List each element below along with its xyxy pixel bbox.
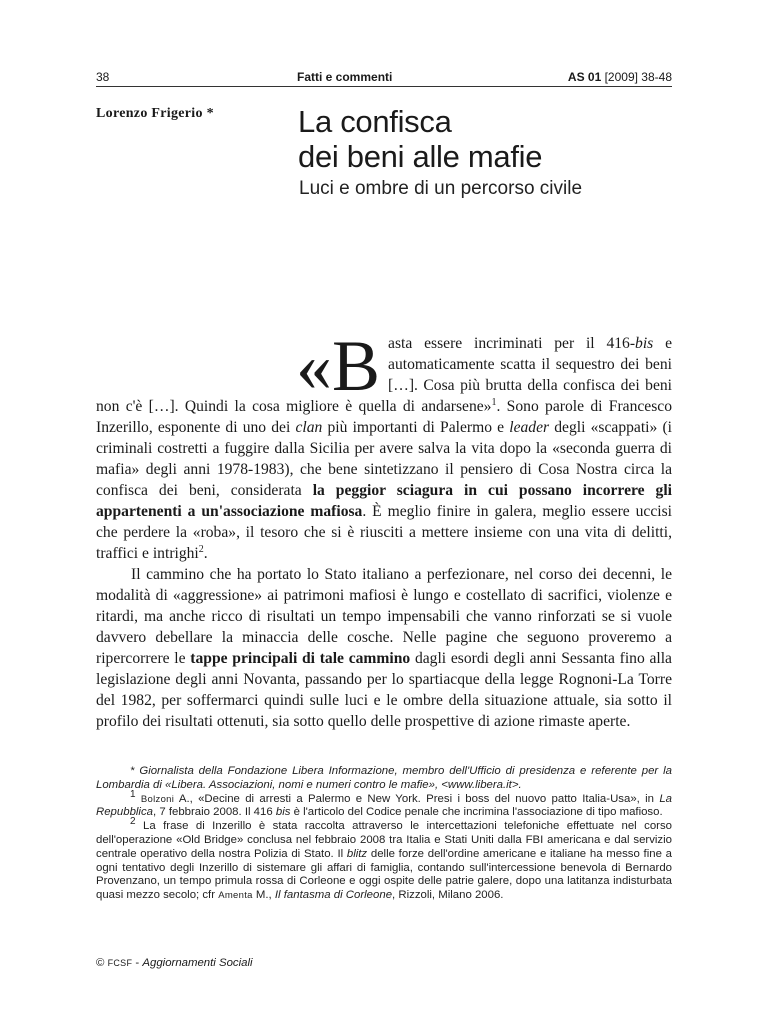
page-footer bbox=[96, 957, 253, 969]
text-run: Il cammino che ha portato lo Stato italiano a perfezionare, nel corso dei decenni, le modalità di «aggressione» ai patrimoni mafiosi è lungo e costellato di sacrifici, violenze e ritardi, ma anche ricco di risultati un tempo impensabili che vanno rinforzati se si vuole davvero debellare la minaccia delle cosche. Nelle pagine che seguono proveremo a ripercorrere le bbox=[96, 566, 672, 667]
author-name: Lorenzo Frigerio * bbox=[96, 106, 214, 121]
text-run: asta essere incriminati per il 416- bbox=[388, 335, 636, 352]
copyright-symbol: © bbox=[96, 957, 108, 969]
italic-run: Il fantasma di Corleone bbox=[274, 889, 393, 902]
italic-run: clan bbox=[295, 419, 323, 436]
section-name: Fatti e commenti bbox=[297, 70, 393, 84]
footnote-1 bbox=[96, 788, 672, 821]
article-title bbox=[298, 104, 542, 174]
text-run: . bbox=[203, 545, 208, 562]
paragraph-2 bbox=[96, 564, 672, 732]
footer-publication: Aggiornamenti Sociali bbox=[142, 957, 253, 969]
text-run: La frase di Inzerillo è stata raccolta attraverso le intercettazioni telefoniche effettuate nel corso dell'operazione «Old Bridge» conclusa nel febbraio 2008 tra Italia e Stati Uniti dalla FBI americana e dal servizio centrale operativo della nostra Polizia di Stato. Il bbox=[96, 820, 672, 860]
italic-run: La Repubblica bbox=[96, 792, 672, 819]
footer-org: FCSF bbox=[107, 958, 133, 968]
bold-run: tappe principali di tale cammino bbox=[190, 650, 411, 667]
text-run: , Rizzoli, Milano 2006. bbox=[392, 889, 504, 902]
text-run: A., «Decine di arresti a Palermo e New York. Presi i boss del nuovo patto Italia-Usa», in bbox=[174, 792, 660, 805]
header-rule bbox=[96, 86, 672, 87]
cited-author: Bolzoni bbox=[140, 793, 175, 805]
text-run: delle forze dell'ordine americane e italiane ha messo fine a ogni tentativo degli Inzerillo di sistemare gli affari di famiglia, contando sull'intercessione benevola di Bernardo Provenzano, un tempo primula rossa di Corleone e oggi ospite delle patrie galere, dopo una latitanza indisturbata quasi mezzo secolo; cfr bbox=[96, 847, 672, 902]
article-subtitle: Luci e ombre di un percorso civile bbox=[299, 178, 583, 199]
footnote-author bbox=[96, 765, 672, 793]
title-line-2: dei beni alle mafie bbox=[298, 139, 543, 174]
text-run: e automaticamente scatta il sequestro dei beni […]. Cosa più brutta della confisca dei beni non c'è […]. Quindi la cosa migliore è quella di andarsene» bbox=[96, 335, 672, 415]
text-run: degli «scappati» (i criminali costretti a fuggire dalla Sicilia per avere salva la vita dopo la «seconda guerra di mafia» degli anni 1978-1983), che bene sintetizzano il pensiero di Cosa Nostra circa la confisca dei beni, considerata bbox=[96, 419, 672, 499]
text-run: dagli esordi degli anni Sessanta fino alla legislazione degli anni Novanta, passando per lo spartiacque della legge Rognoni-La Torre del 1982, per soffermarci quindi sulle luci e le ombre della situazione attuale, sia sotto il profilo dei risultati ottenuti, sia sotto quello delle prospettive di azione rimaste aperte. bbox=[96, 650, 672, 730]
title-line-1: La confisca bbox=[298, 104, 452, 139]
text-run: più importanti di Palermo e bbox=[322, 419, 510, 436]
journal-code: AS 01 bbox=[567, 70, 602, 84]
italic-run: blitz bbox=[346, 847, 368, 860]
journal-reference bbox=[568, 70, 672, 84]
cited-author: Amenta bbox=[218, 890, 253, 902]
footnote-author-text: * Giornalista della Fondazione Libera Informazione, membro dell'Ufficio di presidenza e referente per la Lombardia di «Libera. Associazioni, nomi e numeri contro le mafie», <www.libera.it>. bbox=[96, 765, 672, 791]
text-run: è l'articolo del Codice penale che incrimina l'associazione di tipo mafioso. bbox=[290, 806, 663, 819]
text-run: . È meglio finire in galera, meglio essere uccisi che perdere la «roba», il tesoro che si è riusciti a mettere insieme con una vita di delitti, traffici e intrighi bbox=[96, 503, 672, 562]
paragraph-1 bbox=[96, 326, 672, 564]
drop-cap: «B bbox=[296, 326, 381, 406]
footnote-ref-2[interactable]: 2 bbox=[198, 543, 204, 555]
footnote-ref-1[interactable]: 1 bbox=[491, 396, 497, 408]
footnotes bbox=[96, 765, 672, 903]
footnote-2 bbox=[96, 816, 672, 903]
bold-run: la peggior sciagura in cui possano incorrere gli appartenenti a un'associazione mafiosa bbox=[96, 482, 672, 520]
italic-run: leader bbox=[509, 419, 550, 436]
text-run: , 7 febbraio 2008. Il 416 bbox=[153, 806, 276, 819]
journal-issue: [2009] 38-48 bbox=[601, 70, 672, 84]
footnote-number: 2 bbox=[130, 816, 136, 828]
article-body bbox=[96, 326, 672, 732]
text-run: M., bbox=[252, 889, 275, 902]
footnote-number: 1 bbox=[130, 788, 136, 800]
text-run: . Sono parole di Francesco Inzerillo, esponente di uno dei bbox=[96, 398, 672, 436]
italic-run: bis bbox=[275, 806, 291, 819]
footer-separator: - bbox=[132, 957, 143, 969]
page-number: 38 bbox=[96, 70, 110, 84]
italic-run: bis bbox=[635, 335, 654, 352]
